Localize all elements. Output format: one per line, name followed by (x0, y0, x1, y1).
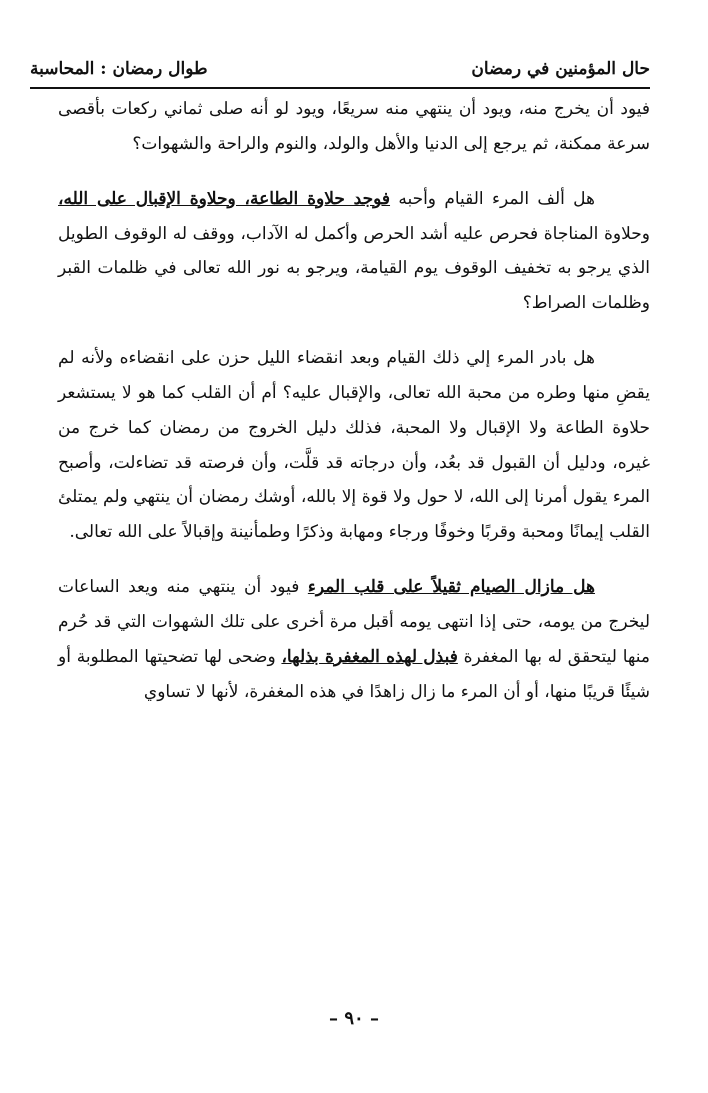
paragraph-text: وحلاوة المناجاة فحرص عليه أشد الحرص وأكمل له الآداب، ووقف له الوقوف الطويل الذي يرجو به تخفيف الوقوف يوم القيامة، ويرجو به نور الله تعالى في ظلمات القبر وظلمات الصراط؟ (58, 223, 650, 314)
running-header (30, 55, 650, 89)
paragraph-text: فيود أن يخرج منه، ويود أن ينتهي منه سريعًا، ويود لو أنه صلى ثماني ركعات بأقصى سرعة ممكنة، ثم يرجع إلى الدنيا والأهل والولد، والنوم والراحة والشهوات؟ (58, 99, 650, 154)
emphasized-text: فوجد حلاوة الطاعة، وحلاوة الإقبال على الله، (58, 188, 391, 209)
paragraph-text: وضحى لها تضحيتها المطلوبة أو شيئًا قريبًا منها، أو أن المرء ما زال زاهدًا في هذه المغفرة، لأنها لا تساوي (58, 646, 650, 702)
emphasized-text: فبذل لهذه المغفرة بذلها، (281, 646, 458, 667)
page-number: – ٩٠ – (329, 1008, 379, 1029)
section-title: طوال رمضان : المحاسبة (30, 59, 208, 79)
paragraph (58, 92, 650, 162)
emphasized-text: هل مازال الصيام ثقيلاً على قلب المرء (307, 577, 595, 598)
paragraph (58, 182, 650, 321)
paragraph-text: فيود أن ينتهي منه ويعد الساعات ليخرج من يومه، حتى إذا انتهى يومه أقبل مرة أخرى على تلك الشهوات التي قد حُرم منها ليتحقق له بها المغفرة (58, 577, 651, 667)
paragraph-text: هل بادر المرء إلي ذلك القيام وبعد انقضاء الليل حزن على انقضاءه ولأنه لم يقضِ منها وطره من محبة الله تعالى، والإقبال عليه؟ أم أن القلب كما هو لا يستشعر حلاوة الطاعة ولا الإقبال ولا المحبة، فذلك دليل الخروج من رمضان كما خرج من غيره، ودليل أن القبول قد بعُد، وأن درجاته قد قلَّت، وأن فرصته قد تضاءلت، وأصبح المرء يقول أمرنا إلى الله، لا حول ولا قوة إلا بالله، أوشك رمضان أن ينتهي ولم يمتلئ القلب إيمانًا ومحبة وقربًا وخوفًا ورجاء ومهابة وذكرًا وطمأنينة وإقبالاً على الله تعالى. (58, 348, 650, 543)
paragraph (58, 570, 650, 709)
book-title: حال المؤمنين في رمضان (471, 59, 650, 79)
paragraph (58, 341, 650, 550)
paragraph-text: هل ألف المرء القيام وأحبه (390, 188, 595, 209)
page-body (58, 92, 650, 730)
